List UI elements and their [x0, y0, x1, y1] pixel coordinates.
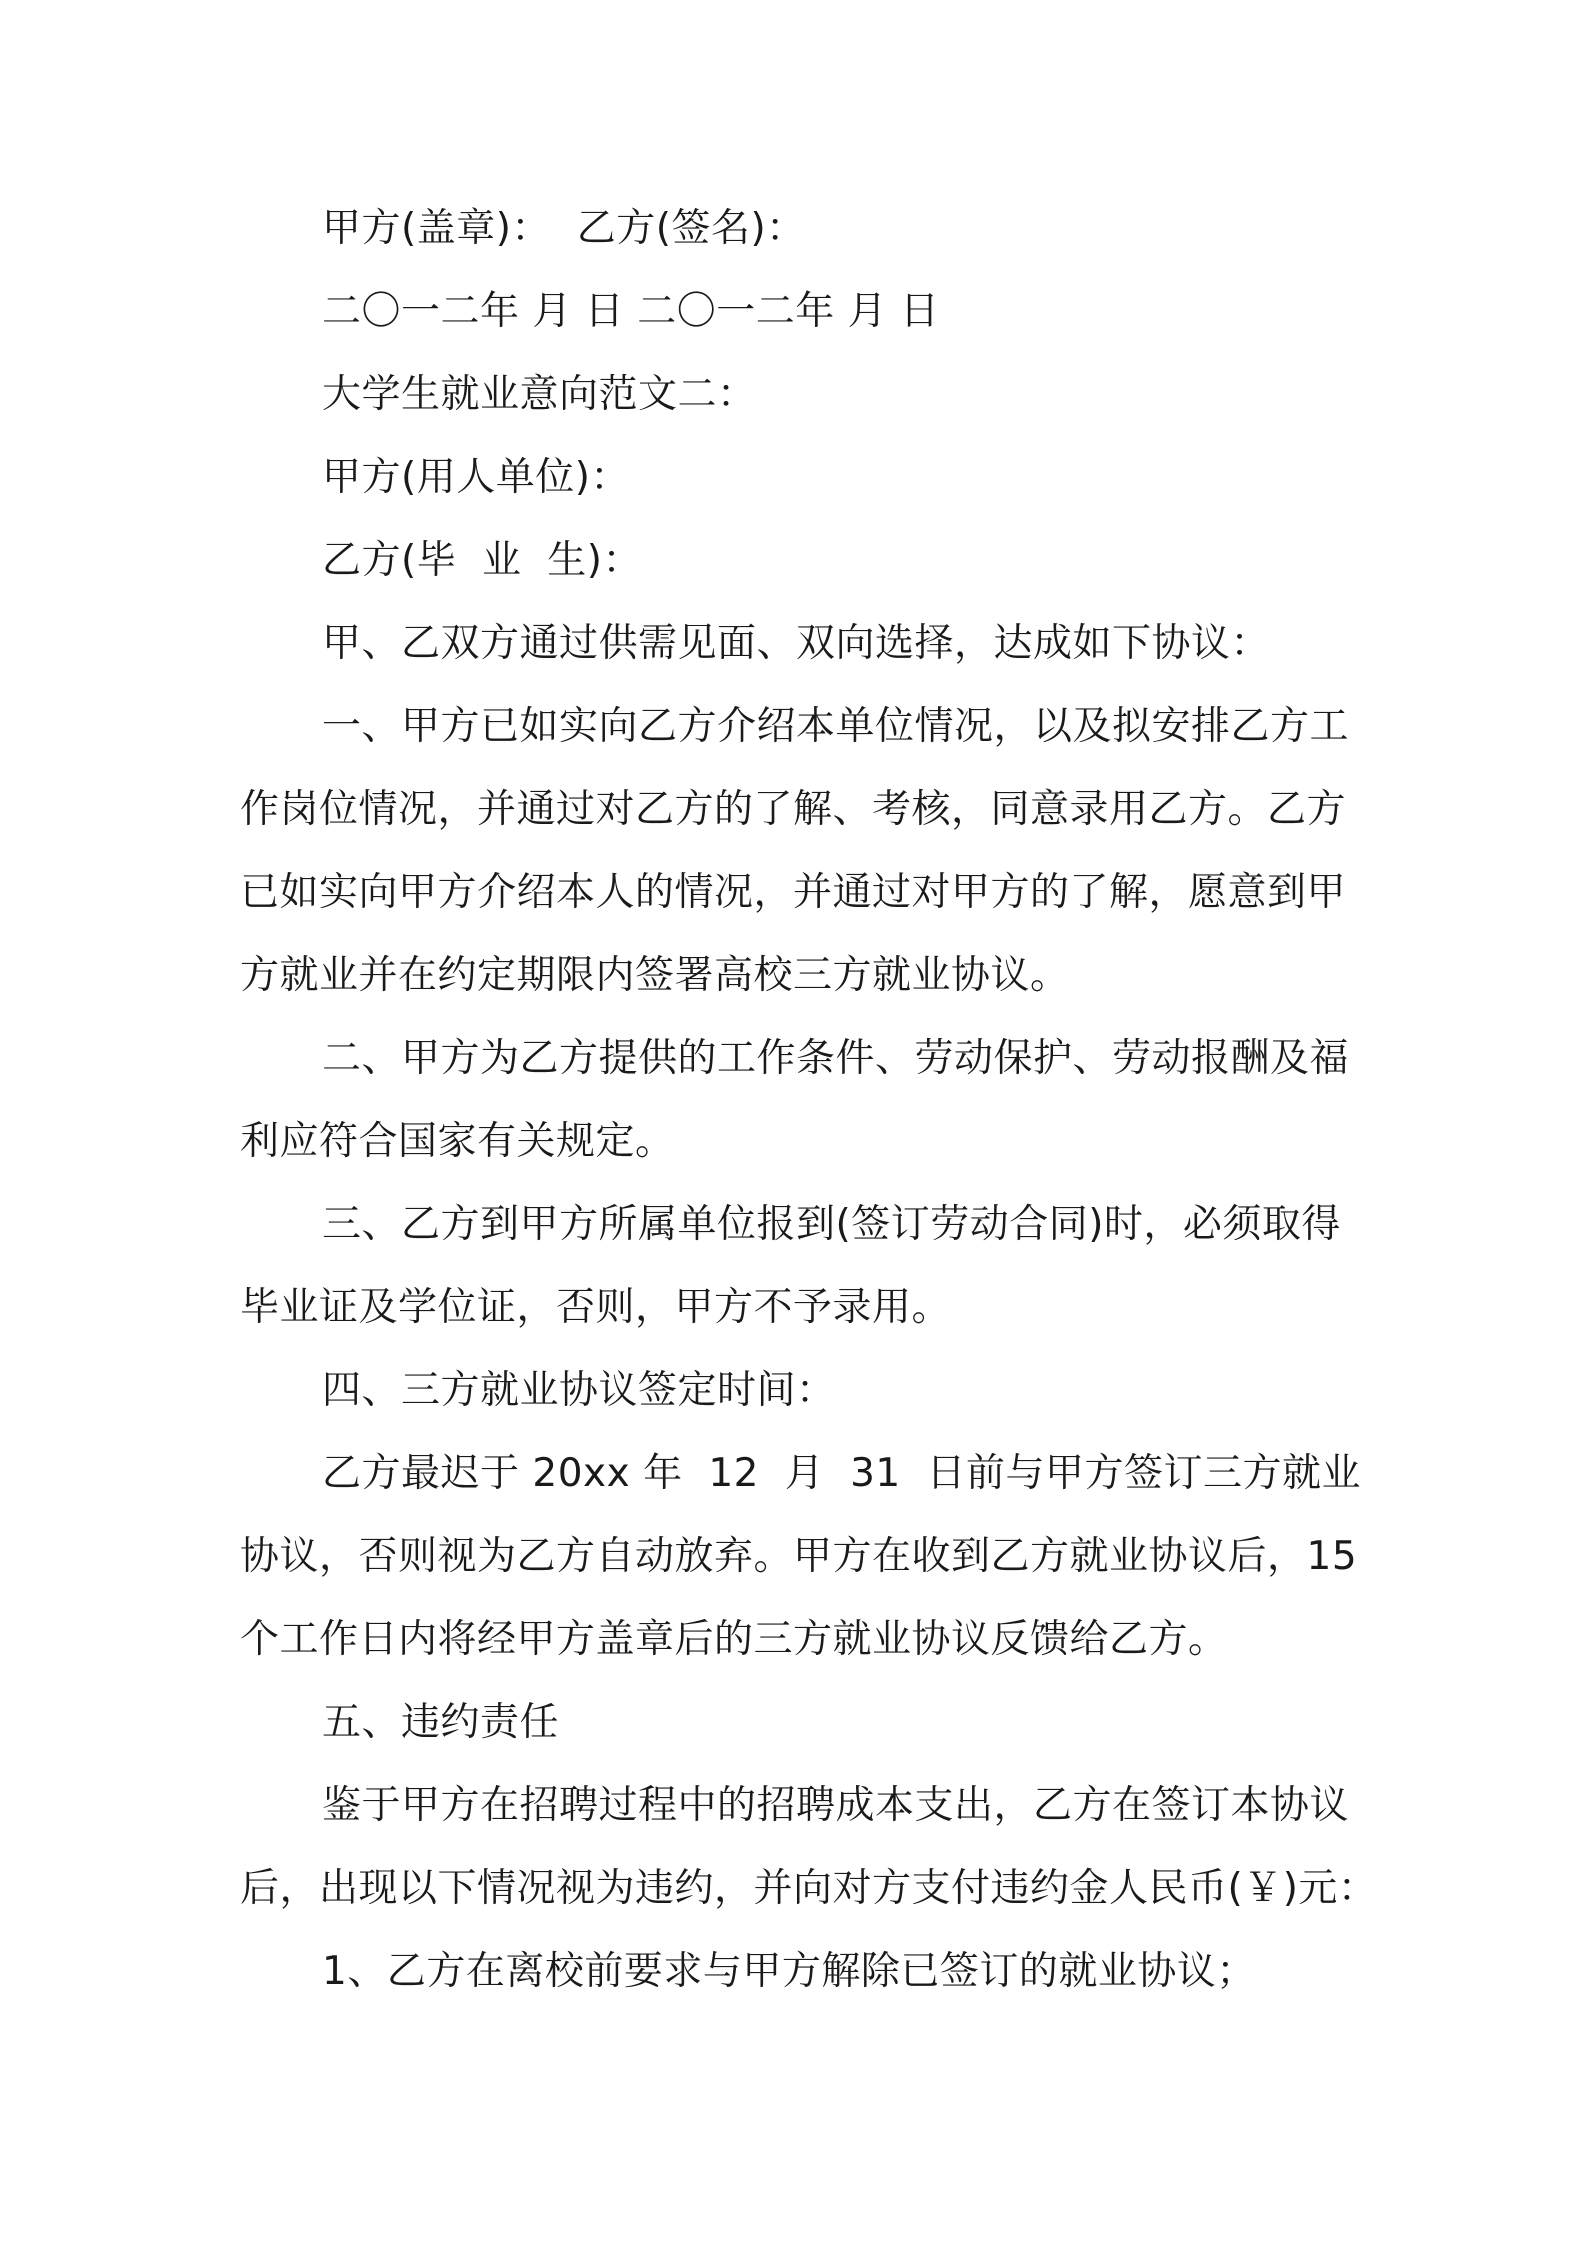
- party-a-line: 甲方(用人单位)：: [322, 455, 630, 500]
- clause-5-line: 后，出现以下情况视为违约，并向对方支付违约金人民币(￥)元：: [240, 1866, 1378, 1911]
- clause-1-line: 已如实向甲方介绍本人的情况，并通过对甲方的了解，愿意到甲: [240, 870, 1347, 915]
- date-line: 二〇一二年 月 日 二〇一二年 月 日: [322, 289, 940, 334]
- clause-4-line: 乙方最迟于 20xx 年 12 月 31 日前与甲方签订三方就业: [322, 1451, 1362, 1496]
- clause-2-line: 二、甲方为乙方提供的工作条件、劳动保护、劳动报酬及福: [322, 1036, 1350, 1081]
- clause-1-line: 一、甲方已如实向乙方介绍本单位情况，以及拟安排乙方工: [322, 704, 1350, 749]
- clause-5-line: 鉴于甲方在招聘过程中的招聘成本支出，乙方在签订本协议: [322, 1783, 1350, 1828]
- clause-5-heading: 五、违约责任: [322, 1700, 560, 1745]
- clause-3-line: 三、乙方到甲方所属单位报到(签订劳动合同)时，必须取得: [322, 1202, 1341, 1247]
- section-heading: 大学生就业意向范文二：: [322, 372, 757, 417]
- clause-1-line: 方就业并在约定期限内签署高校三方就业协议。: [240, 953, 1070, 998]
- clause-3-line: 毕业证及学位证，否则，甲方不予录用。: [240, 1285, 952, 1330]
- clause-1-line: 作岗位情况，并通过对乙方的了解、考核，同意录用乙方。乙方: [240, 787, 1347, 832]
- intro-paragraph: 甲、乙双方通过供需见面、双向选择，达成如下协议：: [322, 621, 1271, 666]
- clause-4-line: 个工作日内将经甲方盖章后的三方就业协议反馈给乙方。: [240, 1617, 1228, 1662]
- signature-line: 甲方(盖章)： 乙方(签名)：: [322, 206, 806, 251]
- clause-5-item: 1、乙方在离校前要求与甲方解除已签订的就业协议；: [322, 1949, 1256, 1994]
- clause-2-line: 利应符合国家有关规定。: [240, 1119, 675, 1164]
- clause-4-line: 协议，否则视为乙方自动放弃。甲方在收到乙方就业协议后，15: [240, 1534, 1358, 1579]
- clause-4-heading: 四、三方就业协议签定时间：: [322, 1368, 836, 1413]
- party-b-line: 乙方(毕 业 生)：: [322, 538, 643, 583]
